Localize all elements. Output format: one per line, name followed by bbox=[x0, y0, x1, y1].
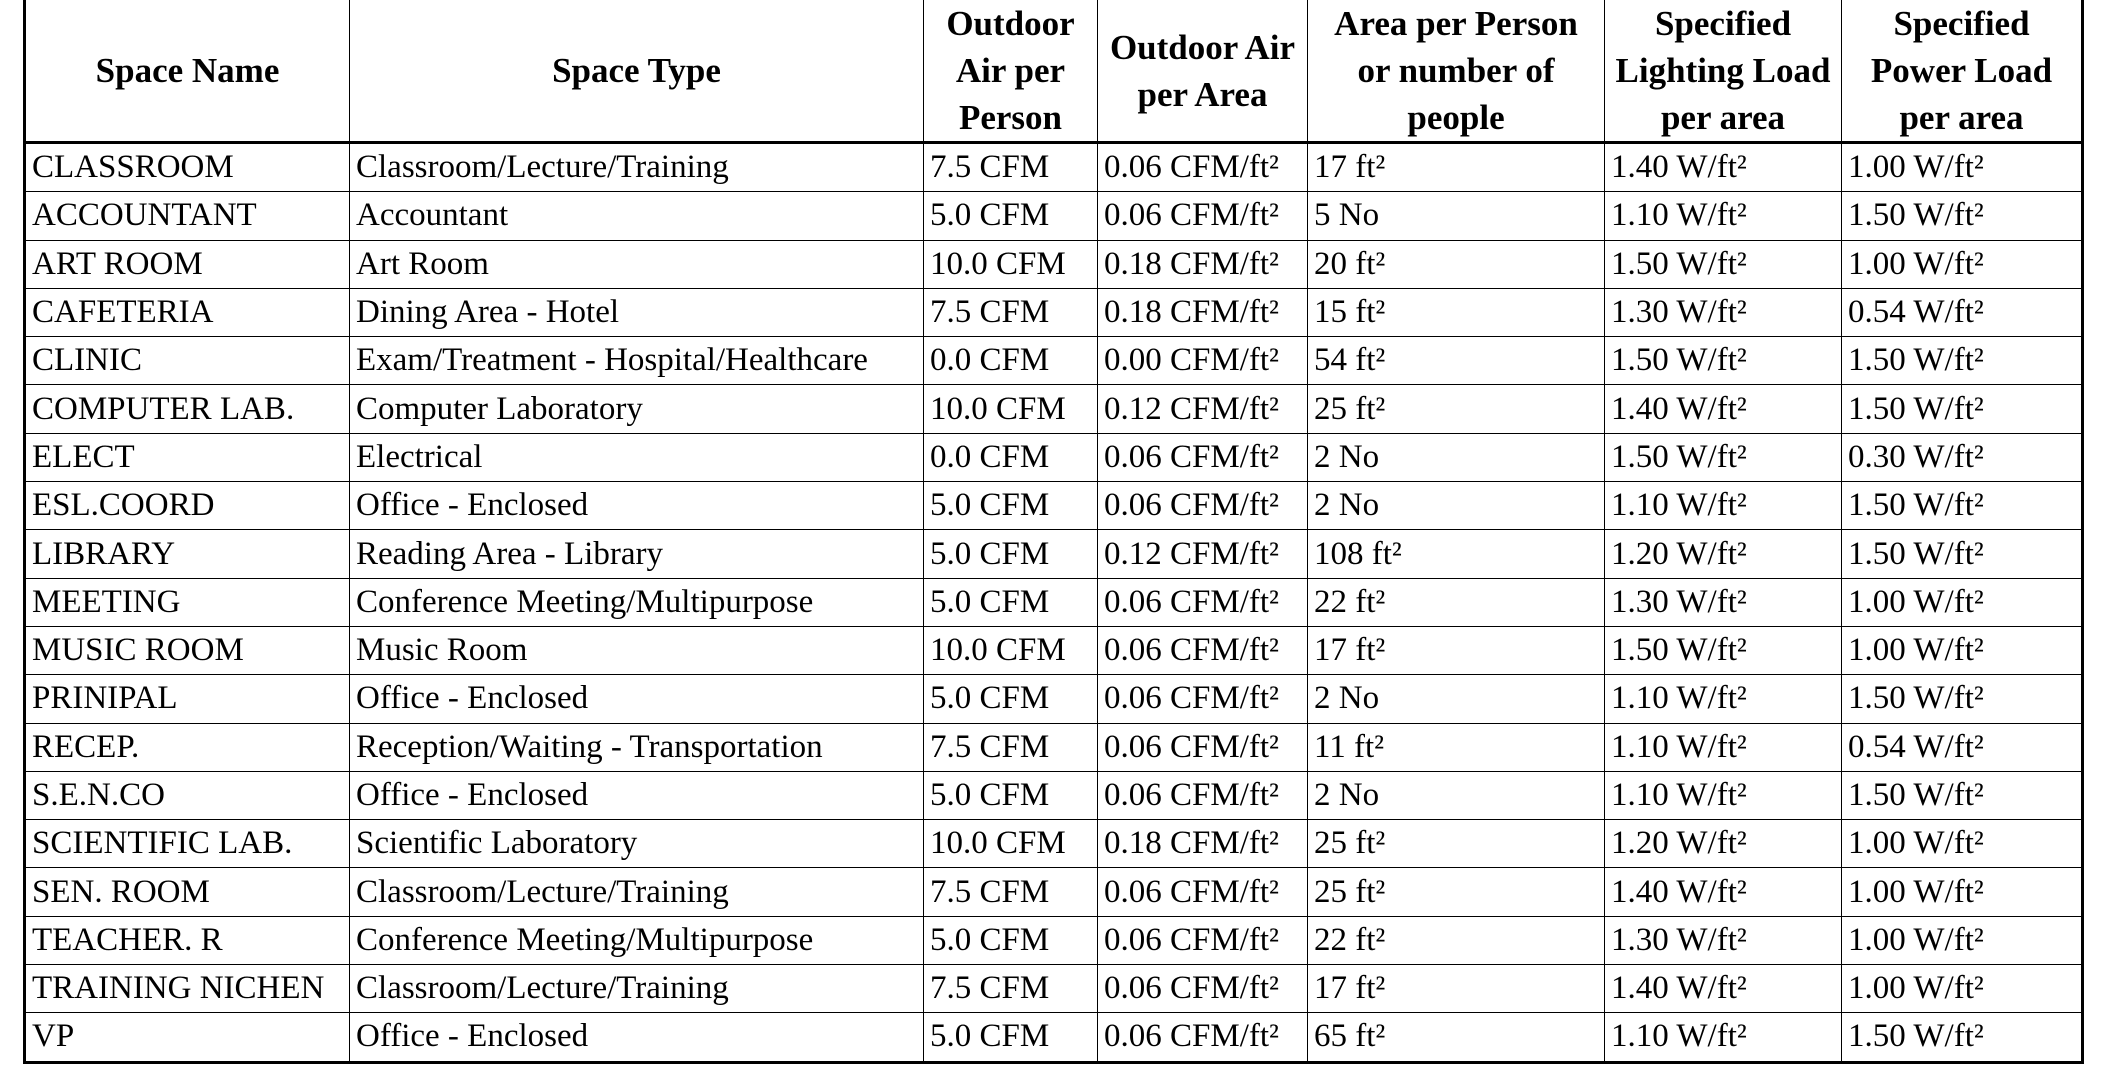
table-row bbox=[25, 433, 2083, 481]
cell-outdoor-air-per-person: 10.0 CFM bbox=[924, 240, 1098, 288]
cell-area-per-person: 17 ft² bbox=[1308, 626, 1605, 674]
cell-power-load: 1.50 W/ft² bbox=[1842, 771, 2083, 819]
table-row bbox=[25, 1013, 2083, 1062]
cell-outdoor-air-per-person: 5.0 CFM bbox=[924, 578, 1098, 626]
header-outdoor-air-per-person: Outdoor Air per Person bbox=[924, 0, 1098, 143]
cell-space-name: S.E.N.CO bbox=[25, 771, 350, 819]
cell-lighting-load: 1.40 W/ft² bbox=[1605, 143, 1842, 192]
cell-space-type: Classroom/Lecture/Training bbox=[350, 965, 924, 1013]
cell-area-per-person: 25 ft² bbox=[1308, 868, 1605, 916]
cell-power-load: 0.54 W/ft² bbox=[1842, 288, 2083, 336]
table-row bbox=[25, 771, 2083, 819]
cell-space-type: Scientific Laboratory bbox=[350, 820, 924, 868]
cell-area-per-person: 17 ft² bbox=[1308, 965, 1605, 1013]
header-outdoor-air-per-area: Outdoor Air per Area bbox=[1098, 0, 1308, 143]
cell-lighting-load: 1.10 W/ft² bbox=[1605, 1013, 1842, 1062]
cell-outdoor-air-per-area: 0.06 CFM/ft² bbox=[1098, 482, 1308, 530]
cell-space-type: Reception/Waiting - Transportation bbox=[350, 723, 924, 771]
cell-outdoor-air-per-area: 0.06 CFM/ft² bbox=[1098, 868, 1308, 916]
cell-area-per-person: 54 ft² bbox=[1308, 337, 1605, 385]
cell-outdoor-air-per-person: 5.0 CFM bbox=[924, 675, 1098, 723]
cell-outdoor-air-per-area: 0.06 CFM/ft² bbox=[1098, 723, 1308, 771]
cell-space-name: SCIENTIFIC LAB. bbox=[25, 820, 350, 868]
table-row bbox=[25, 626, 2083, 674]
cell-outdoor-air-per-area: 0.18 CFM/ft² bbox=[1098, 288, 1308, 336]
cell-lighting-load: 1.10 W/ft² bbox=[1605, 675, 1842, 723]
cell-area-per-person: 25 ft² bbox=[1308, 385, 1605, 433]
cell-area-per-person: 2 No bbox=[1308, 482, 1605, 530]
cell-space-name: SEN. ROOM bbox=[25, 868, 350, 916]
cell-outdoor-air-per-person: 10.0 CFM bbox=[924, 626, 1098, 674]
table-row bbox=[25, 385, 2083, 433]
cell-lighting-load: 1.20 W/ft² bbox=[1605, 820, 1842, 868]
cell-lighting-load: 1.40 W/ft² bbox=[1605, 385, 1842, 433]
cell-space-name: ESL.COORD bbox=[25, 482, 350, 530]
cell-area-per-person: 65 ft² bbox=[1308, 1013, 1605, 1062]
cell-outdoor-air-per-area: 0.06 CFM/ft² bbox=[1098, 192, 1308, 240]
cell-space-type: Music Room bbox=[350, 626, 924, 674]
cell-space-name: MUSIC ROOM bbox=[25, 626, 350, 674]
cell-area-per-person: 2 No bbox=[1308, 675, 1605, 723]
cell-area-per-person: 108 ft² bbox=[1308, 530, 1605, 578]
header-area-per-person: Area per Person or number of people bbox=[1308, 0, 1605, 143]
cell-space-type: Office - Enclosed bbox=[350, 1013, 924, 1062]
cell-power-load: 0.30 W/ft² bbox=[1842, 433, 2083, 481]
cell-lighting-load: 1.20 W/ft² bbox=[1605, 530, 1842, 578]
cell-area-per-person: 15 ft² bbox=[1308, 288, 1605, 336]
cell-space-name: VP bbox=[25, 1013, 350, 1062]
cell-outdoor-air-per-area: 0.18 CFM/ft² bbox=[1098, 240, 1308, 288]
cell-space-name: ELECT bbox=[25, 433, 350, 481]
cell-area-per-person: 2 No bbox=[1308, 771, 1605, 819]
cell-outdoor-air-per-person: 5.0 CFM bbox=[924, 771, 1098, 819]
cell-outdoor-air-per-area: 0.12 CFM/ft² bbox=[1098, 530, 1308, 578]
table-row bbox=[25, 143, 2083, 192]
header-row bbox=[25, 0, 2083, 143]
cell-power-load: 1.00 W/ft² bbox=[1842, 916, 2083, 964]
cell-outdoor-air-per-person: 7.5 CFM bbox=[924, 288, 1098, 336]
cell-area-per-person: 5 No bbox=[1308, 192, 1605, 240]
cell-power-load: 1.00 W/ft² bbox=[1842, 965, 2083, 1013]
cell-area-per-person: 11 ft² bbox=[1308, 723, 1605, 771]
cell-power-load: 1.00 W/ft² bbox=[1842, 820, 2083, 868]
cell-lighting-load: 1.50 W/ft² bbox=[1605, 626, 1842, 674]
header-space-type: Space Type bbox=[350, 0, 924, 143]
table-row bbox=[25, 530, 2083, 578]
header-space-name: Space Name bbox=[25, 0, 350, 143]
cell-space-type: Electrical bbox=[350, 433, 924, 481]
cell-power-load: 1.00 W/ft² bbox=[1842, 578, 2083, 626]
table-row bbox=[25, 820, 2083, 868]
table-row bbox=[25, 482, 2083, 530]
cell-space-type: Conference Meeting/Multipurpose bbox=[350, 916, 924, 964]
cell-lighting-load: 1.50 W/ft² bbox=[1605, 337, 1842, 385]
table-row bbox=[25, 288, 2083, 336]
cell-outdoor-air-per-area: 0.06 CFM/ft² bbox=[1098, 626, 1308, 674]
cell-outdoor-air-per-person: 5.0 CFM bbox=[924, 916, 1098, 964]
cell-power-load: 1.50 W/ft² bbox=[1842, 385, 2083, 433]
cell-power-load: 1.50 W/ft² bbox=[1842, 192, 2083, 240]
cell-power-load: 0.54 W/ft² bbox=[1842, 723, 2083, 771]
cell-space-type: Art Room bbox=[350, 240, 924, 288]
cell-space-name: PRINIPAL bbox=[25, 675, 350, 723]
cell-space-type: Office - Enclosed bbox=[350, 482, 924, 530]
table-row bbox=[25, 337, 2083, 385]
cell-lighting-load: 1.50 W/ft² bbox=[1605, 433, 1842, 481]
cell-lighting-load: 1.10 W/ft² bbox=[1605, 192, 1842, 240]
cell-outdoor-air-per-person: 7.5 CFM bbox=[924, 143, 1098, 192]
cell-lighting-load: 1.30 W/ft² bbox=[1605, 916, 1842, 964]
header-power-load: Specified Power Load per area bbox=[1842, 0, 2083, 143]
cell-area-per-person: 2 No bbox=[1308, 433, 1605, 481]
cell-power-load: 1.00 W/ft² bbox=[1842, 143, 2083, 192]
cell-space-type: Office - Enclosed bbox=[350, 675, 924, 723]
cell-power-load: 1.50 W/ft² bbox=[1842, 337, 2083, 385]
cell-outdoor-air-per-person: 0.0 CFM bbox=[924, 433, 1098, 481]
cell-lighting-load: 1.40 W/ft² bbox=[1605, 868, 1842, 916]
cell-outdoor-air-per-person: 5.0 CFM bbox=[924, 530, 1098, 578]
cell-area-per-person: 22 ft² bbox=[1308, 916, 1605, 964]
cell-area-per-person: 20 ft² bbox=[1308, 240, 1605, 288]
table-row bbox=[25, 723, 2083, 771]
cell-outdoor-air-per-area: 0.06 CFM/ft² bbox=[1098, 1013, 1308, 1062]
cell-outdoor-air-per-person: 10.0 CFM bbox=[924, 385, 1098, 433]
cell-lighting-load: 1.10 W/ft² bbox=[1605, 482, 1842, 530]
cell-outdoor-air-per-person: 5.0 CFM bbox=[924, 1013, 1098, 1062]
cell-space-type: Conference Meeting/Multipurpose bbox=[350, 578, 924, 626]
cell-space-type: Computer Laboratory bbox=[350, 385, 924, 433]
cell-outdoor-air-per-area: 0.12 CFM/ft² bbox=[1098, 385, 1308, 433]
cell-space-name: COMPUTER LAB. bbox=[25, 385, 350, 433]
space-data-sheet bbox=[23, 0, 2081, 1064]
cell-space-name: CAFETERIA bbox=[25, 288, 350, 336]
cell-lighting-load: 1.30 W/ft² bbox=[1605, 288, 1842, 336]
cell-space-name: MEETING bbox=[25, 578, 350, 626]
table-row bbox=[25, 192, 2083, 240]
cell-space-type: Accountant bbox=[350, 192, 924, 240]
cell-outdoor-air-per-area: 0.00 CFM/ft² bbox=[1098, 337, 1308, 385]
header-lighting-load: Specified Lighting Load per area bbox=[1605, 0, 1842, 143]
cell-power-load: 1.00 W/ft² bbox=[1842, 868, 2083, 916]
table-row bbox=[25, 965, 2083, 1013]
cell-outdoor-air-per-area: 0.06 CFM/ft² bbox=[1098, 143, 1308, 192]
table-row bbox=[25, 868, 2083, 916]
cell-outdoor-air-per-area: 0.06 CFM/ft² bbox=[1098, 578, 1308, 626]
cell-outdoor-air-per-area: 0.06 CFM/ft² bbox=[1098, 965, 1308, 1013]
cell-outdoor-air-per-person: 7.5 CFM bbox=[924, 723, 1098, 771]
cell-outdoor-air-per-person: 0.0 CFM bbox=[924, 337, 1098, 385]
cell-lighting-load: 1.10 W/ft² bbox=[1605, 771, 1842, 819]
cell-power-load: 1.50 W/ft² bbox=[1842, 530, 2083, 578]
cell-outdoor-air-per-area: 0.06 CFM/ft² bbox=[1098, 916, 1308, 964]
cell-space-name: CLASSROOM bbox=[32, 149, 234, 186]
cell-power-load: 1.00 W/ft² bbox=[1842, 626, 2083, 674]
cell-lighting-load: 1.50 W/ft² bbox=[1605, 240, 1842, 288]
cell-space-type: Classroom/Lecture/Training bbox=[350, 143, 924, 192]
cell-space-name: ACCOUNTANT bbox=[25, 192, 350, 240]
cell-area-per-person: 25 ft² bbox=[1308, 820, 1605, 868]
cell-power-load: 1.50 W/ft² bbox=[1842, 1013, 2083, 1062]
table-row bbox=[25, 578, 2083, 626]
cell-space-name: LIBRARY bbox=[25, 530, 350, 578]
cell-power-load: 1.00 W/ft² bbox=[1842, 240, 2083, 288]
cell-power-load: 1.50 W/ft² bbox=[1842, 482, 2083, 530]
cell-outdoor-air-per-person: 7.5 CFM bbox=[924, 965, 1098, 1013]
cell-area-per-person: 17 ft² bbox=[1308, 143, 1605, 192]
cell-space-type: Classroom/Lecture/Training bbox=[350, 868, 924, 916]
cell-lighting-load: 1.10 W/ft² bbox=[1605, 723, 1842, 771]
cell-outdoor-air-per-area: 0.18 CFM/ft² bbox=[1098, 820, 1308, 868]
cell-outdoor-air-per-area: 0.06 CFM/ft² bbox=[1098, 771, 1308, 819]
cell-space-name: TEACHER. R bbox=[25, 916, 350, 964]
cell-outdoor-air-per-area: 0.06 CFM/ft² bbox=[1098, 433, 1308, 481]
cell-lighting-load: 1.30 W/ft² bbox=[1605, 578, 1842, 626]
cell-outdoor-air-per-person: 5.0 CFM bbox=[924, 192, 1098, 240]
cell-outdoor-air-per-area: 0.06 CFM/ft² bbox=[1098, 675, 1308, 723]
cell-space-type: Office - Enclosed bbox=[350, 771, 924, 819]
cell-outdoor-air-per-person: 10.0 CFM bbox=[924, 820, 1098, 868]
space-table bbox=[23, 0, 2084, 1064]
cell-outdoor-air-per-person: 5.0 CFM bbox=[924, 482, 1098, 530]
cell-area-per-person: 22 ft² bbox=[1308, 578, 1605, 626]
cell-outdoor-air-per-person: 7.5 CFM bbox=[924, 868, 1098, 916]
table-row bbox=[25, 916, 2083, 964]
cell-space-name: CLINIC bbox=[25, 337, 350, 385]
cell-space-name: ART ROOM bbox=[25, 240, 350, 288]
cell-space-type: Reading Area - Library bbox=[350, 530, 924, 578]
cell-space-type: Exam/Treatment - Hospital/Healthcare bbox=[350, 337, 924, 385]
cell-space-name: RECEP. bbox=[25, 723, 350, 771]
table-row bbox=[25, 675, 2083, 723]
cell-lighting-load: 1.40 W/ft² bbox=[1605, 965, 1842, 1013]
cell-power-load: 1.50 W/ft² bbox=[1842, 675, 2083, 723]
cell-space-type: Dining Area - Hotel bbox=[350, 288, 924, 336]
cell-space-name: TRAINING NICHEN bbox=[25, 965, 350, 1013]
table-row bbox=[25, 240, 2083, 288]
